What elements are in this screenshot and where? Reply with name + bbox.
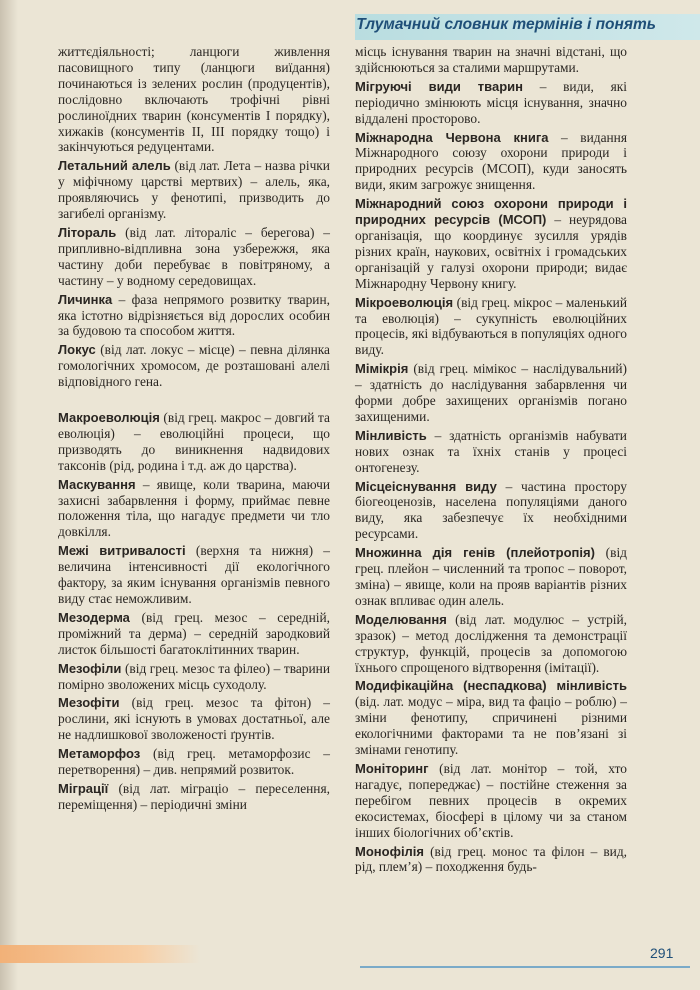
entry-term: Літораль bbox=[58, 224, 117, 240]
entry-term: Міграції bbox=[58, 780, 109, 796]
dictionary-entry bbox=[355, 612, 627, 676]
page-header-title: Тлумачний словник термінів і понять bbox=[356, 16, 656, 33]
entry-definition: (від грец. плейон – численний та тропос – поворот, зміна) – явище, коли на прояв варіантів різних ознак впливає один алель. bbox=[355, 545, 627, 608]
entry-definition: (від грец. монос та філон – вид, рід, плем’я) – походження будь- bbox=[355, 843, 627, 875]
entry-definition: (від лат. модулюс – устрій, зразок) – метод дослідження та демонстрації структур, функцій, процесів за допомогою їхнього спрощеного відтворення (імітації). bbox=[355, 611, 627, 675]
dictionary-entry bbox=[355, 196, 627, 291]
entry-definition: – видання Міжнародного союзу охорони природи і природних ресурсів (МСОП), куди заносять види, яким загрожує знищення. bbox=[355, 129, 628, 193]
dictionary-entry bbox=[355, 545, 627, 609]
entry-definition: (від грец. макрос – довгий та еволюція) – еволюційні процеси, що призводять до виникнення надвидових таксонів (рід, родина і т.д. аж до царства). bbox=[58, 410, 330, 473]
dictionary-entry bbox=[355, 761, 627, 841]
dictionary-entry bbox=[58, 610, 330, 658]
entry-term: Маскування bbox=[58, 476, 136, 492]
dictionary-entry bbox=[58, 44, 330, 155]
dictionary-entry bbox=[58, 158, 330, 222]
decorative-strip bbox=[0, 945, 200, 963]
entry-definition: (від грец. метаморфозис – перетворення) – див. непрямий розвиток. bbox=[58, 746, 330, 778]
right-column bbox=[355, 44, 627, 878]
binding-shadow bbox=[0, 0, 18, 990]
dictionary-entry bbox=[58, 543, 330, 607]
entry-definition: (від лат. Лета – назва річки у міфічному царстві мертвих) – алель, яка, проявляючись у фенотипі, призводить до загибелі організму. bbox=[58, 158, 330, 222]
dictionary-entry bbox=[355, 479, 627, 543]
entry-definition: (від грец. мезос та фітон) – рослини, які існують в умовах достатньої, але не надлишкової зволоженості ґрунтів. bbox=[58, 695, 330, 743]
entry-term: Личинка bbox=[58, 291, 113, 307]
entry-definition: – частина простору біогеоценозів, населена популяціями даного виду, яка забезпечує їх необхідними ресурсами. bbox=[355, 478, 627, 542]
entry-definition: – явище, коли тварина, маючи захисні забарвлення і форму, приймає певне положення тіла, що нагадує предмети чи тло довкілля. bbox=[58, 476, 330, 540]
entry-definition: життєдіяльності; ланцюги живлення пасовищного типу (ланцюги виїдання) починаються із зелених рослин (продуцентів), послідовно включають трофічні рівні рослиноїдних тварин (консументів І порядку), хижаків (консументів ІІ, ІІІ порядку тощо) і закінчуються редуцентами. bbox=[58, 44, 330, 155]
entry-term: Локус bbox=[58, 342, 96, 358]
entry-term: Міжнародний союз охорони природи і природних ресурсів (МСОП) bbox=[355, 196, 627, 228]
dictionary-entry bbox=[58, 410, 330, 474]
entry-term: Макроеволюція bbox=[58, 410, 160, 426]
dictionary-entry bbox=[58, 781, 330, 813]
entry-term: Монофілія bbox=[355, 843, 425, 859]
dictionary-entry bbox=[355, 678, 627, 758]
entry-definition: місць існування тварин на значні відстані, що здійснюються за сталими маршрутами. bbox=[355, 44, 627, 75]
entry-definition: (від грец. мікрос – маленький та еволюція) – сукупність еволюційних процесів, які відбуваються в популяціях одного виду. bbox=[355, 294, 628, 358]
entry-definition: (від лат. літораліс – берегова) – припливно-відпливна зона узбережжя, яка частину доби перебуває в повітряному, а частину – у водному середовищах. bbox=[58, 224, 330, 288]
entry-term: Метаморфоз bbox=[58, 746, 141, 762]
entry-definition: – неурядова організація, що координує зусилля урядів різних країн, наукових, освітніх і громадських організацій у галузі охорони природи; видає Міжнародну Червону книгу. bbox=[355, 212, 627, 291]
dictionary-entry bbox=[58, 746, 330, 778]
entry-term: Летальний алель bbox=[58, 158, 171, 174]
dictionary-entry bbox=[355, 79, 627, 127]
page-number: 291 bbox=[650, 945, 674, 961]
dictionary-entry bbox=[355, 130, 627, 194]
entry-term: Модифікаційна (неспадкова) мінливість bbox=[355, 678, 627, 694]
dictionary-entry bbox=[355, 44, 627, 76]
dictionary-entry bbox=[58, 292, 330, 340]
entry-term: Моделювання bbox=[355, 611, 447, 627]
entry-definition: (від. лат. модус – міра, вид та фаціо – роблю) – зміни фенотипу, спричинені різними екологічними факторами та не пов’язані зі змінами генотипу. bbox=[355, 694, 627, 758]
entry-definition: – здатність організмів набувати нових ознак та їхніх станів у процесі онтогенезу. bbox=[355, 427, 627, 475]
entry-term: Мезодерма bbox=[58, 609, 130, 625]
entry-term: Місцеіснування виду bbox=[355, 478, 497, 494]
entry-definition: (верхня та нижня) – величина інтенсивності дії екологічного фактору, за яким існування організмів певного виду стає неможливим. bbox=[58, 543, 330, 606]
entry-definition: – фаза непрямого розвитку тварин, яка істотно відрізняється від дорослих особин за будовою та способом життя. bbox=[58, 291, 330, 339]
entry-definition: (від грец. мімікос – наслідувальний) – здатність до наслідування забарвлення чи форми добре захищених організмів погано захищеними. bbox=[355, 361, 627, 424]
dictionary-entry bbox=[355, 428, 627, 476]
dictionary-entry bbox=[58, 225, 330, 289]
entry-term: Множинна дія генів (плейотропія) bbox=[355, 545, 595, 561]
entry-term: Мімікрія bbox=[355, 361, 409, 377]
entry-term: Мезофіли bbox=[58, 660, 122, 676]
dictionary-entry bbox=[58, 342, 330, 390]
entry-definition: (від лат. монітор – той, хто нагадує, попереджає) – постійне стеження за перебігом певних процесів в окремих екосистемах, біосфері в цілому чи за станом інших біологічних об’єктів. bbox=[355, 760, 627, 840]
entry-term: Межі витривалості bbox=[58, 543, 186, 559]
entry-term: Мікроеволюція bbox=[355, 294, 454, 310]
entry-definition: (від лат. локус – місце) – певна ділянка гомологічних хромосом, де розташовані алелі відповідного гена. bbox=[58, 342, 330, 390]
dictionary-entry bbox=[355, 361, 627, 425]
dictionary-entry bbox=[355, 295, 627, 359]
dictionary-entry bbox=[58, 695, 330, 743]
entry-definition: (від грец. мезос та філео) – тварини помірно зволожених місць суходолу. bbox=[58, 660, 330, 692]
dictionary-entry bbox=[58, 477, 330, 541]
footer-rule bbox=[360, 966, 690, 968]
dictionary-entry bbox=[58, 661, 330, 693]
entry-definition: (від лат. міграціо – переселення, переміщення) – періодичні зміни bbox=[58, 780, 330, 812]
entry-term: Міжнародна Червона книга bbox=[355, 129, 549, 145]
left-column bbox=[58, 44, 330, 816]
entry-term: Моніторинг bbox=[355, 760, 429, 776]
dictionary-entry bbox=[355, 844, 627, 876]
entry-term: Мінливість bbox=[355, 427, 427, 443]
entry-definition: – види, які періодично змінюють місця існування, значно віддалені просторово. bbox=[355, 78, 627, 126]
entry-term: Мігруючі види тварин bbox=[355, 78, 523, 94]
entry-term: Мезофіти bbox=[58, 695, 120, 711]
entry-definition: (від грец. мезос – середній, проміжний та дерма) – середній зародковий листок більшості багатоклітинних тварин. bbox=[58, 609, 330, 657]
